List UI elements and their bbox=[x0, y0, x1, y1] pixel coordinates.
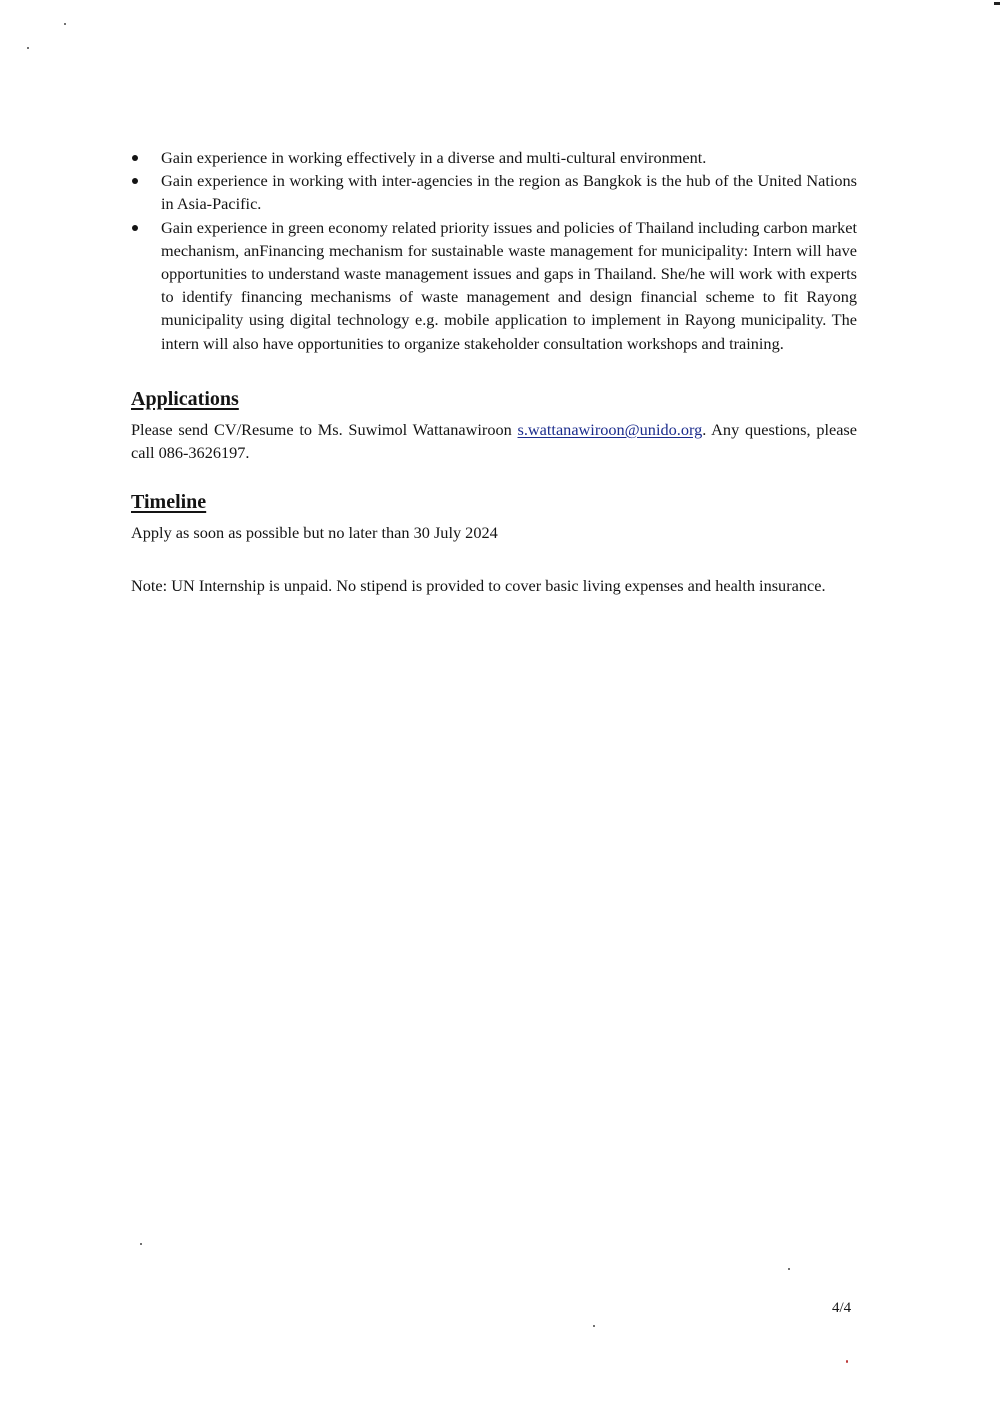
list-item bbox=[131, 146, 857, 169]
list-item-text: Gain experience in working effectively in a diverse and multi-cultural environment. bbox=[161, 148, 707, 167]
bullet-icon bbox=[132, 225, 138, 231]
scan-speck bbox=[64, 23, 66, 25]
scan-speck bbox=[593, 1325, 595, 1327]
list-item bbox=[131, 216, 857, 355]
timeline-text: Apply as soon as possible but no later than 30 July 2024 bbox=[131, 523, 498, 543]
timeline-heading: Timeline bbox=[131, 491, 207, 514]
applications-text bbox=[131, 418, 857, 464]
benefits-list bbox=[131, 146, 857, 355]
page-number: 4/4 bbox=[832, 1300, 852, 1316]
list-item-text: Gain experience in green economy related priority issues and policies of Thailand including carbon market mechanism, anFinancing mechanism for sustainable waste management for municipality: Intern will have opportunities to understand waste management issues and gaps in Thailand. She/he will work with experts to identify financing mechanisms of waste management and design financial scheme to fit Rayong municipality using digital technology e.g. mobile application to implement in Rayong municipality. The intern will also have opportunities to organize stakeholder consultation workshops and training. bbox=[161, 217, 857, 353]
list-item bbox=[131, 169, 857, 215]
list-item-text: Gain experience in working with inter-agencies in the region as Bangkok is the hub of the United Nations in Asia-Pacific. bbox=[161, 171, 857, 214]
bullet-icon bbox=[132, 178, 138, 184]
applications-text-after: . Any questions, please call 086-3626197. bbox=[131, 419, 857, 463]
applications-heading: Applications bbox=[131, 387, 239, 410]
scan-speck bbox=[846, 1360, 848, 1363]
main-content bbox=[131, 146, 857, 598]
scan-mark bbox=[994, 2, 1000, 5]
scan-speck bbox=[140, 1243, 142, 1245]
applications-text-before: Please send CV/Resume to Ms. Suwimol Wattanawiroon bbox=[131, 419, 518, 439]
note-text: Note: UN Internship is unpaid. No stipend is provided to cover basic living expenses and health insurance. bbox=[131, 576, 826, 596]
email-link[interactable]: s.wattanawiroon@unido.org bbox=[517, 419, 703, 439]
bullet-icon bbox=[132, 155, 138, 161]
scan-speck bbox=[27, 47, 29, 49]
scan-speck bbox=[788, 1268, 790, 1270]
